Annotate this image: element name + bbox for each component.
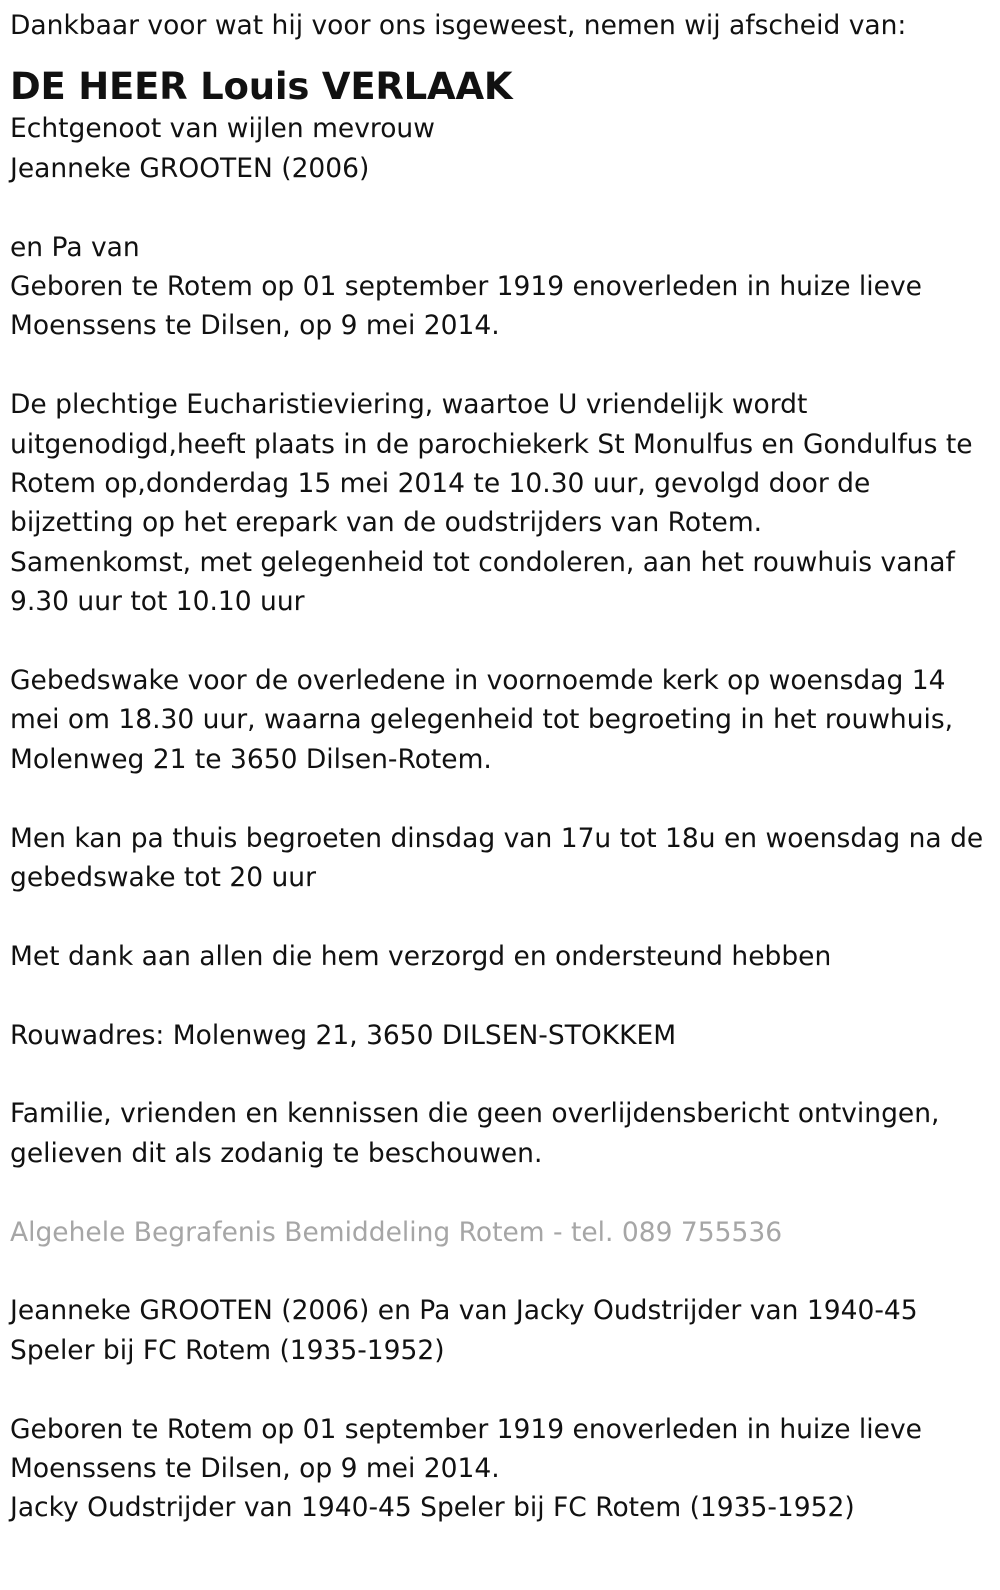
- birth-line: Geboren te Rotem op 01 september 1919 enoverleden in huize lieve: [10, 271, 922, 303]
- visit-line: Men kan pa thuis begroeten dinsdag van 17u tot 18u en woensdag na de: [10, 822, 984, 854]
- mourning-address: Rouwadres: Molenweg 21, 3650 DILSEN-STOKKEM: [10, 1019, 677, 1051]
- extra-line: Jeanneke GROOTEN (2006) en Pa van Jacky Oudstrijder van 1940-45: [10, 1295, 918, 1327]
- spacer: [10, 622, 990, 661]
- extra2-line: Moenssens te Dilsen, op 9 mei 2014.: [10, 1453, 500, 1485]
- vigil-line: Gebedswake voor de overledene in voornoemde kerk op woensdag 14: [10, 665, 946, 697]
- spouse-section: [10, 109, 990, 188]
- ceremony-line: 9.30 uur tot 10.10 uur: [10, 586, 305, 618]
- spacer: [10, 1252, 990, 1291]
- ceremony-line: Samenkomst, met gelegenheid tot condoleren, aan het rouwhuis vanaf: [10, 546, 955, 578]
- vigil-section: [10, 661, 990, 779]
- notice-line: Familie, vrienden en kennissen die geen overlijdensbericht ontvingen,: [10, 1098, 940, 1130]
- spacer: [10, 346, 990, 385]
- birth-line: Moenssens te Dilsen, op 9 mei 2014.: [10, 310, 500, 342]
- spacer: [10, 188, 990, 227]
- extra-line: Speler bij FC Rotem (1935-1952): [10, 1334, 445, 1366]
- ceremony-line: De plechtige Eucharistieviering, waartoe U vriendelijk wordt: [10, 389, 808, 421]
- extra2-line: Geboren te Rotem op 01 september 1919 enoverleden in huize lieve: [10, 1413, 922, 1445]
- spacer: [10, 897, 990, 936]
- visit-line: gebedswake tot 20 uur: [10, 862, 316, 894]
- deceased-name: DE HEER Louis VERLAAK: [10, 65, 513, 109]
- extra2-line: Jacky Oudstrijder van 1940-45 Speler bij FC Rotem (1935-1952): [10, 1492, 855, 1524]
- birth-section: [10, 228, 990, 346]
- spacer: [10, 779, 990, 818]
- notice-line: gelieven dit als zodanig te beschouwen.: [10, 1137, 543, 1169]
- vigil-line: Molenweg 21 te 3650 Dilsen-Rotem.: [10, 743, 492, 775]
- extra-section: [10, 1291, 990, 1370]
- spouse-line: Jeanneke GROOTEN (2006): [10, 152, 370, 184]
- notice-section: [10, 1094, 990, 1173]
- funeral-home-credit: Algehele Begrafenis Bemiddeling Rotem - tel. 089 755536: [10, 1216, 783, 1248]
- spacer: [10, 1370, 990, 1409]
- visit-section: [10, 819, 990, 898]
- spacer: [10, 1173, 990, 1212]
- birth-line: en Pa van: [10, 231, 140, 263]
- vigil-line: mei om 18.30 uur, waarna gelegenheid tot begroeting in het rouwhuis,: [10, 704, 954, 736]
- ceremony-line: uitgenodigd,heeft plaats in de parochiekerk St Monulfus en Gondulfus te: [10, 428, 973, 460]
- ceremony-line: bijzetting op het erepark van de oudstrijders van Rotem.: [10, 507, 763, 539]
- ceremony-line: Rotem op,donderdag 15 mei 2014 te 10.30 uur, gevolgd door de: [10, 468, 871, 500]
- extra-section-2: [10, 1410, 990, 1528]
- intro-text: Dankbaar voor wat hij voor ons isgeweest, nemen wij afscheid van:: [10, 10, 907, 41]
- spouse-line: Echtgenoot van wijlen mevrouw: [10, 113, 435, 145]
- spacer: [10, 1055, 990, 1094]
- spacer: [10, 976, 990, 1015]
- thanks-text: Met dank aan allen die hem verzorgd en ondersteund hebben: [10, 940, 832, 972]
- ceremony-section: [10, 385, 990, 621]
